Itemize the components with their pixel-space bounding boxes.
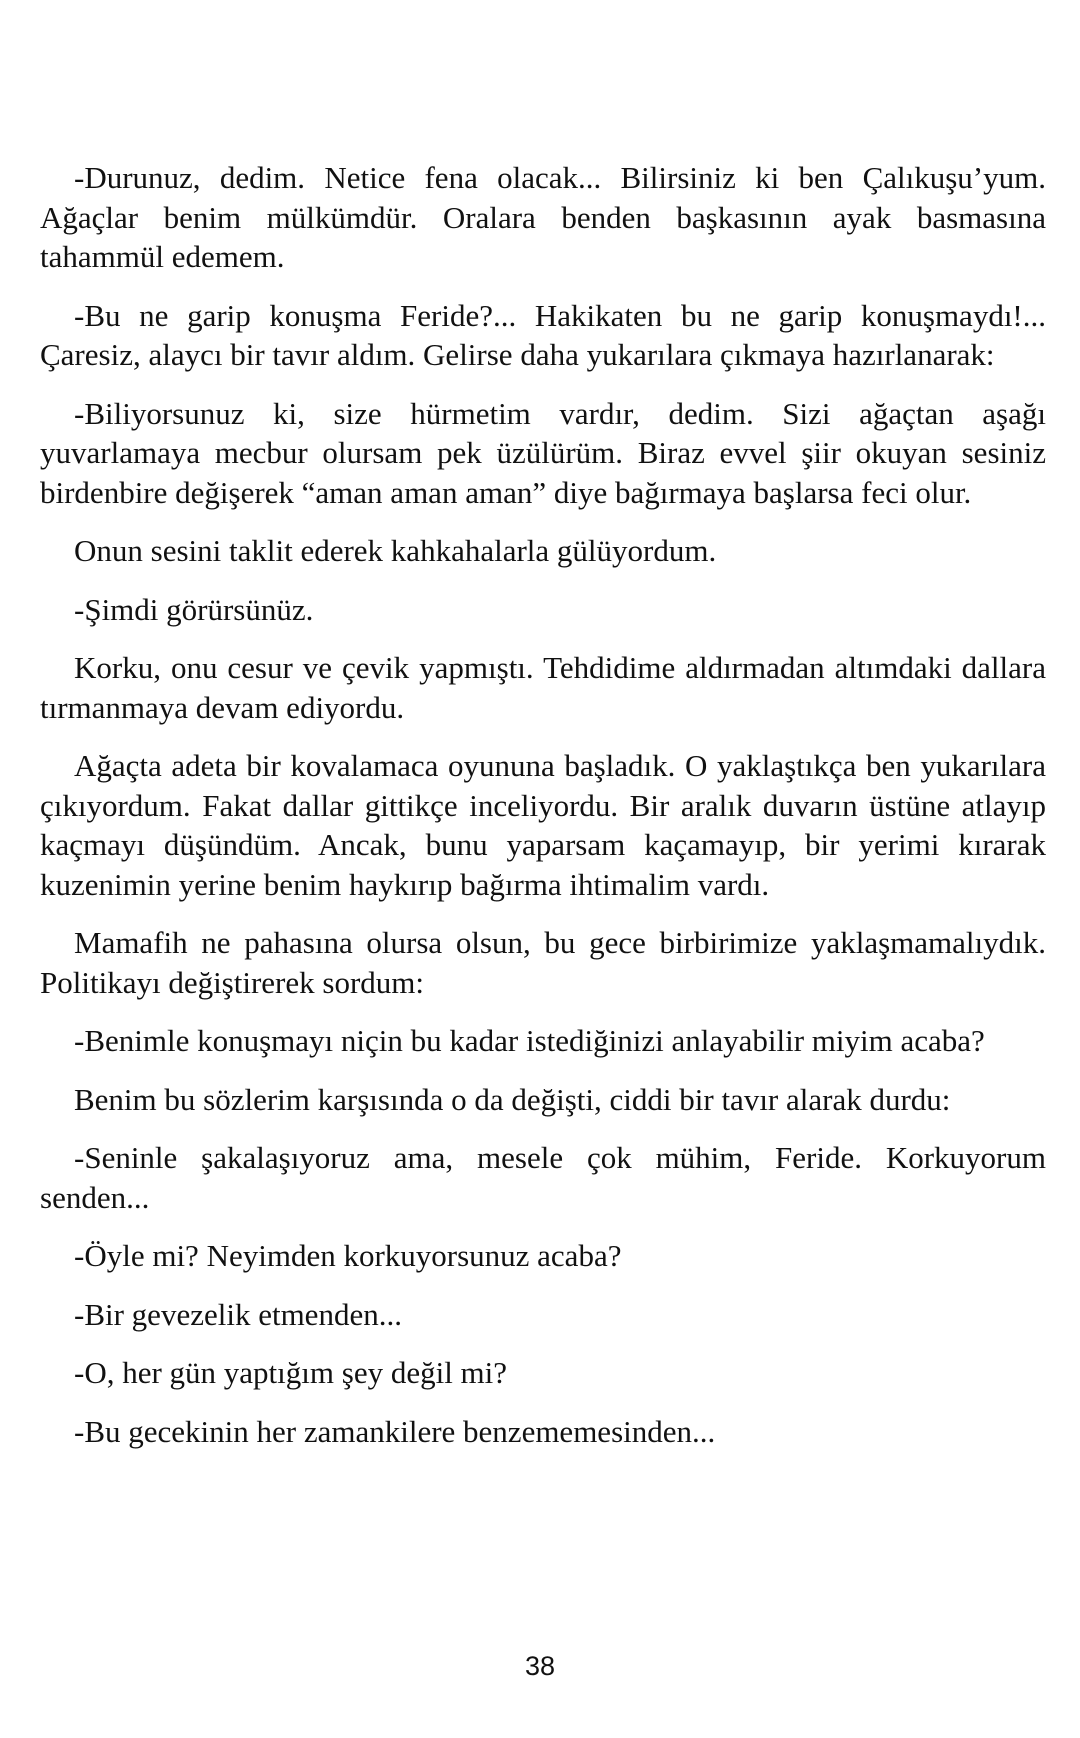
paragraph-12: -Öyle mi? Neyimden korkuyorsunuz acaba? [74, 1238, 622, 1273]
paragraph-2: -Bu ne garip konuşma Feride?... Hakikaten bu ne garip konuşmaydı!... Çaresiz, alaycı bir tavır aldım. Gelirse daha yukarılara çıkmaya hazırlanarak: [40, 297, 1046, 372]
paragraph-7: Ağaçta adeta bir kovalamaca oyununa başladık. O yaklaştıkça ben yukarılara çıkıyordum. Fakat dallar gittikçe inceliyordu. Bir aralık duvarın üstüne atlayıp kaçmayı düşündüm. Ancak, bunu yaparsam kaçamayıp, bir yerimi kırarak kuzenimin yerine benim haykırıp bağırma ihtimalim vardı. [40, 748, 1046, 902]
paragraph-5: -Şimdi görürsünüz. [74, 591, 314, 627]
paragraph-14: -O, her gün yaptığım şey değil mi? [74, 1355, 508, 1390]
paragraph-8: Mamafih ne pahasına olursa olsun, bu gece birbirimize yaklaşmamalıydık. Politikayı değiştirerek sordum: [40, 925, 1046, 1000]
page-number: 38 [524, 1651, 556, 1681]
paragraph-10: Benim bu sözlerim karşısında o da değişti, ciddi bir tavır alarak durdu: [74, 1081, 951, 1117]
paragraph-6: Korku, onu cesur ve çevik yapmıştı. Tehdidime aldırmadan altımdaki dallara tırmanmaya devam ediyordu. [40, 650, 1046, 725]
paragraph-15: -Bu gecekinin her zamankilere benzememesinden... [74, 1413, 716, 1449]
paragraph-3: -Biliyorsunuz ki, size hürmetim vardır, dedim. Sizi ağaçtan aşağı yuvarlamaya mecbur olursam pek üzülürüm. Biraz evvel şiir okuyan sesiniz birdenbire değişerek “aman aman aman” diye bağırmaya başlarsa feci olur. [40, 395, 1046, 510]
body-text [40, 158, 1046, 1470]
paragraph-9: -Benimle konuşmayı niçin bu kadar istediğinizi anlayabilir miyim acaba? [74, 1023, 985, 1058]
paragraph-13: -Bir gevezelik etmenden... [74, 1296, 402, 1332]
paragraph-11: -Seninle şakalaşıyoruz ama, mesele çok mühim, Feride. Korkuyorum senden... [40, 1140, 1046, 1215]
paragraph-1: -Durunuz, dedim. Netice fena olacak... Bilirsiniz ki ben Çalıkuşu’yum. Ağaçlar benim mülkümdür. Oralara benden başkasının ayak basmasına tahammül edemem. [40, 160, 1046, 274]
paragraph-4: Onun sesini taklit ederek kahkahalarla gülüyordum. [74, 533, 717, 568]
